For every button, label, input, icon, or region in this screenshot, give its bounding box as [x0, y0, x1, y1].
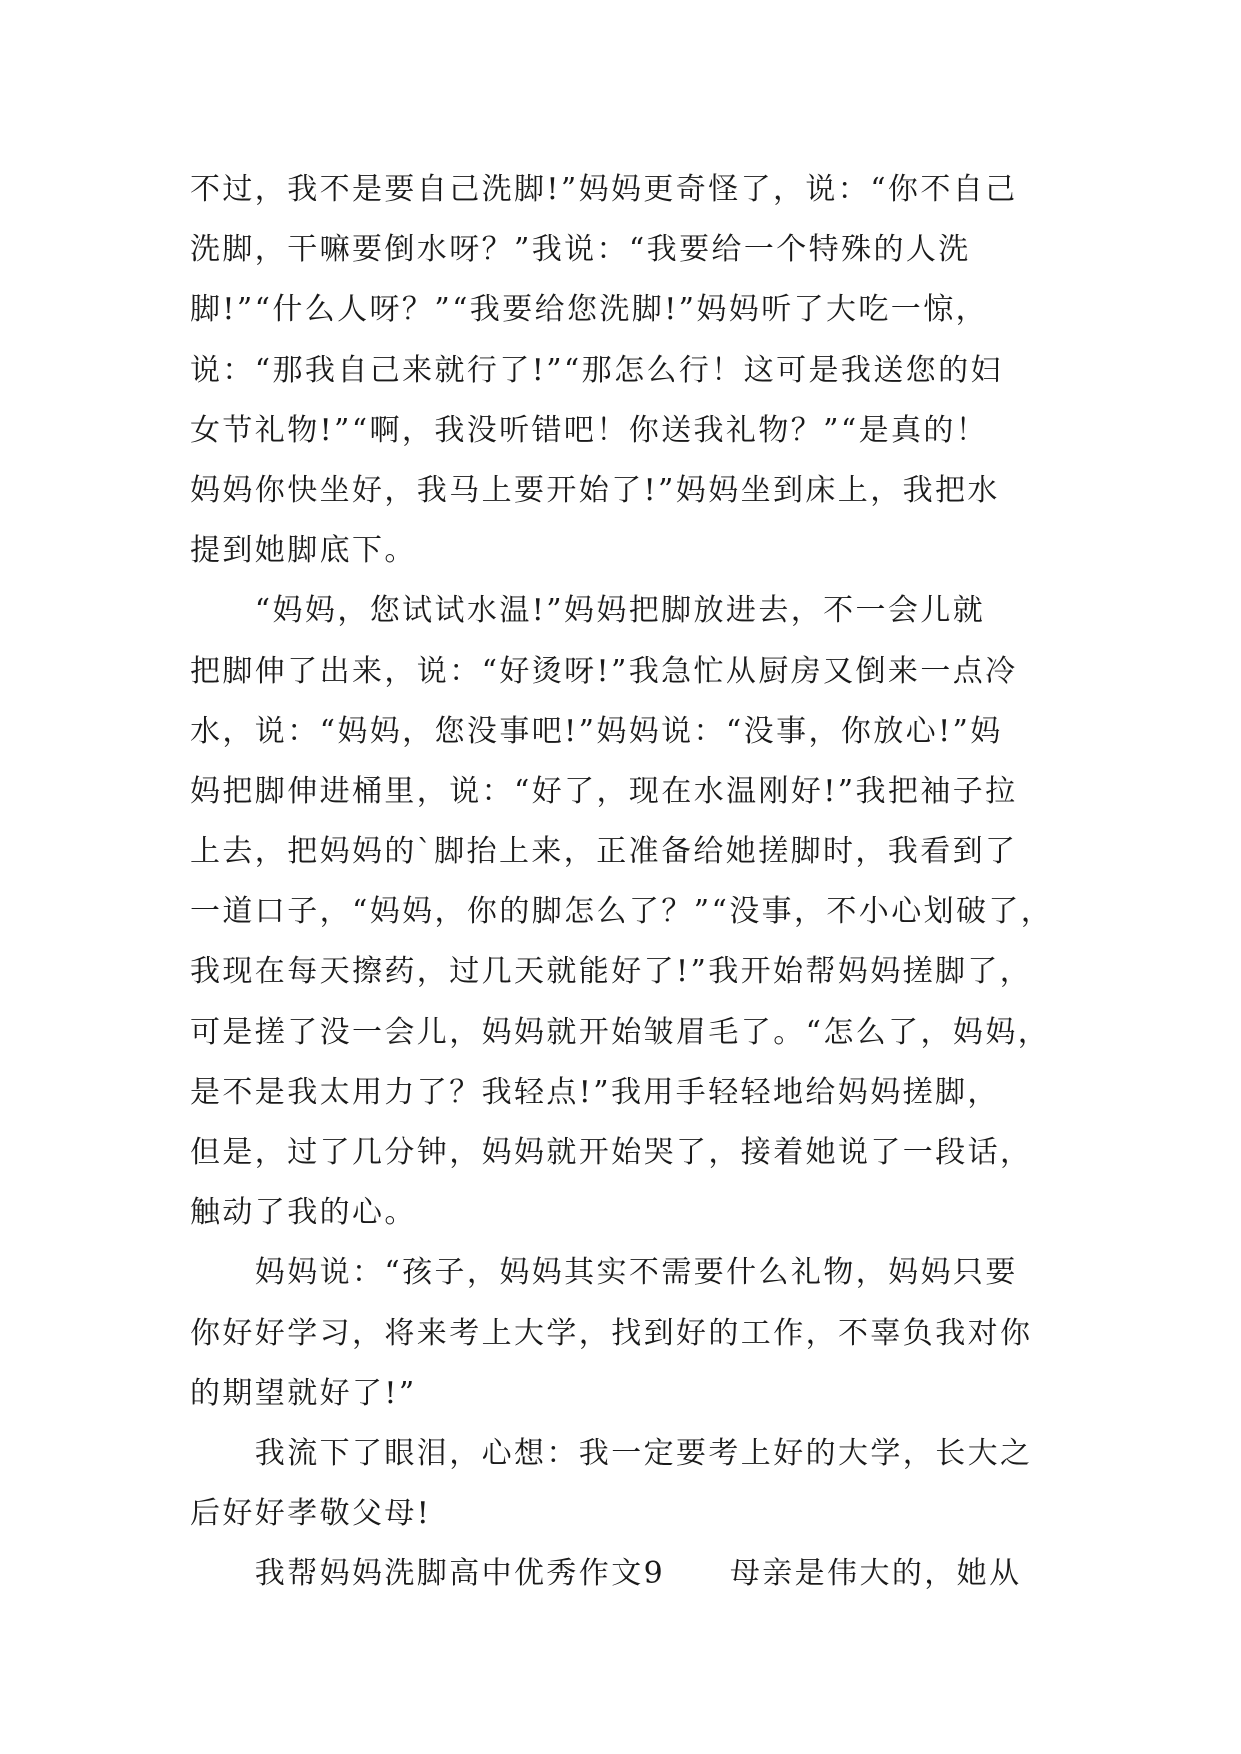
- text-line: 上去，把妈妈的`脚抬上来，正准备给她搓脚时，我看到了: [190, 834, 1018, 870]
- text-line: 可是搓了没一会儿，妈妈就开始皱眉毛了。“怎么了，妈妈，: [190, 1014, 1051, 1050]
- text-line: “妈妈，您试试水温!”妈妈把脚放进去，不一会儿就: [190, 593, 986, 629]
- text-line: 说：“那我自己来就行了!”“那怎么行！这可是我送您的妇: [190, 352, 1003, 388]
- text-line: 我帮妈妈洗脚高中优秀作文9 母亲是伟大的，她从: [190, 1556, 1022, 1592]
- text-line: 你好好学习，将来考上大学，找到好的工作，不辜负我对你: [190, 1315, 1033, 1351]
- text-line: 把脚伸了出来，说：“好烫呀!”我急忙从厨房又倒来一点冷: [190, 653, 1018, 689]
- text-line: 一道口子，“妈妈，你的脚怎么了？”“没事，不小心划破了，: [190, 894, 1054, 930]
- essay-body: [190, 160, 1070, 1605]
- text-line: 我流下了眼泪，心想：我一定要考上好的大学，长大之: [190, 1435, 1033, 1471]
- text-line: 的期望就好了!”: [190, 1375, 417, 1411]
- text-line: 洗脚，干嘛要倒水呀？”我说：“我要给一个特殊的人洗: [190, 232, 971, 268]
- text-line: 触动了我的心。: [190, 1195, 417, 1231]
- text-line: 妈妈你快坐好，我马上要开始了!”妈妈坐到床上，我把水: [190, 472, 1000, 508]
- text-line: 妈妈说：“孩子，妈妈其实不需要什么礼物，妈妈只要: [190, 1255, 1018, 1291]
- text-line: 女节礼物!”“啊，我没听错吧！你送我礼物？”“是真的！: [190, 412, 989, 448]
- text-line: 脚!”“什么人呀？”“我要给您洗脚!”妈妈听了大吃一惊，: [190, 292, 988, 328]
- text-line: 妈把脚伸进桶里，说：“好了，现在水温刚好!”我把袖子拉: [190, 773, 1018, 809]
- text-line: 提到她脚底下。: [190, 533, 417, 569]
- text-line: 我现在每天擦药，过几天就能好了!”我开始帮妈妈搓脚了，: [190, 954, 1033, 990]
- text-line: 但是，过了几分钟，妈妈就开始哭了，接着她说了一段话，: [190, 1135, 1033, 1170]
- text-line: 是不是我太用力了？我轻点!”我用手轻轻地给妈妈搓脚，: [190, 1074, 1000, 1110]
- text-line: 后好好孝敬父母!: [190, 1496, 432, 1532]
- text-line: 水，说：“妈妈，您没事吧!”妈妈说：“没事，你放心!”妈: [190, 713, 1003, 749]
- text-line: 不过，我不是要自己洗脚!”妈妈更奇怪了，说：“你不自己: [190, 172, 1018, 207]
